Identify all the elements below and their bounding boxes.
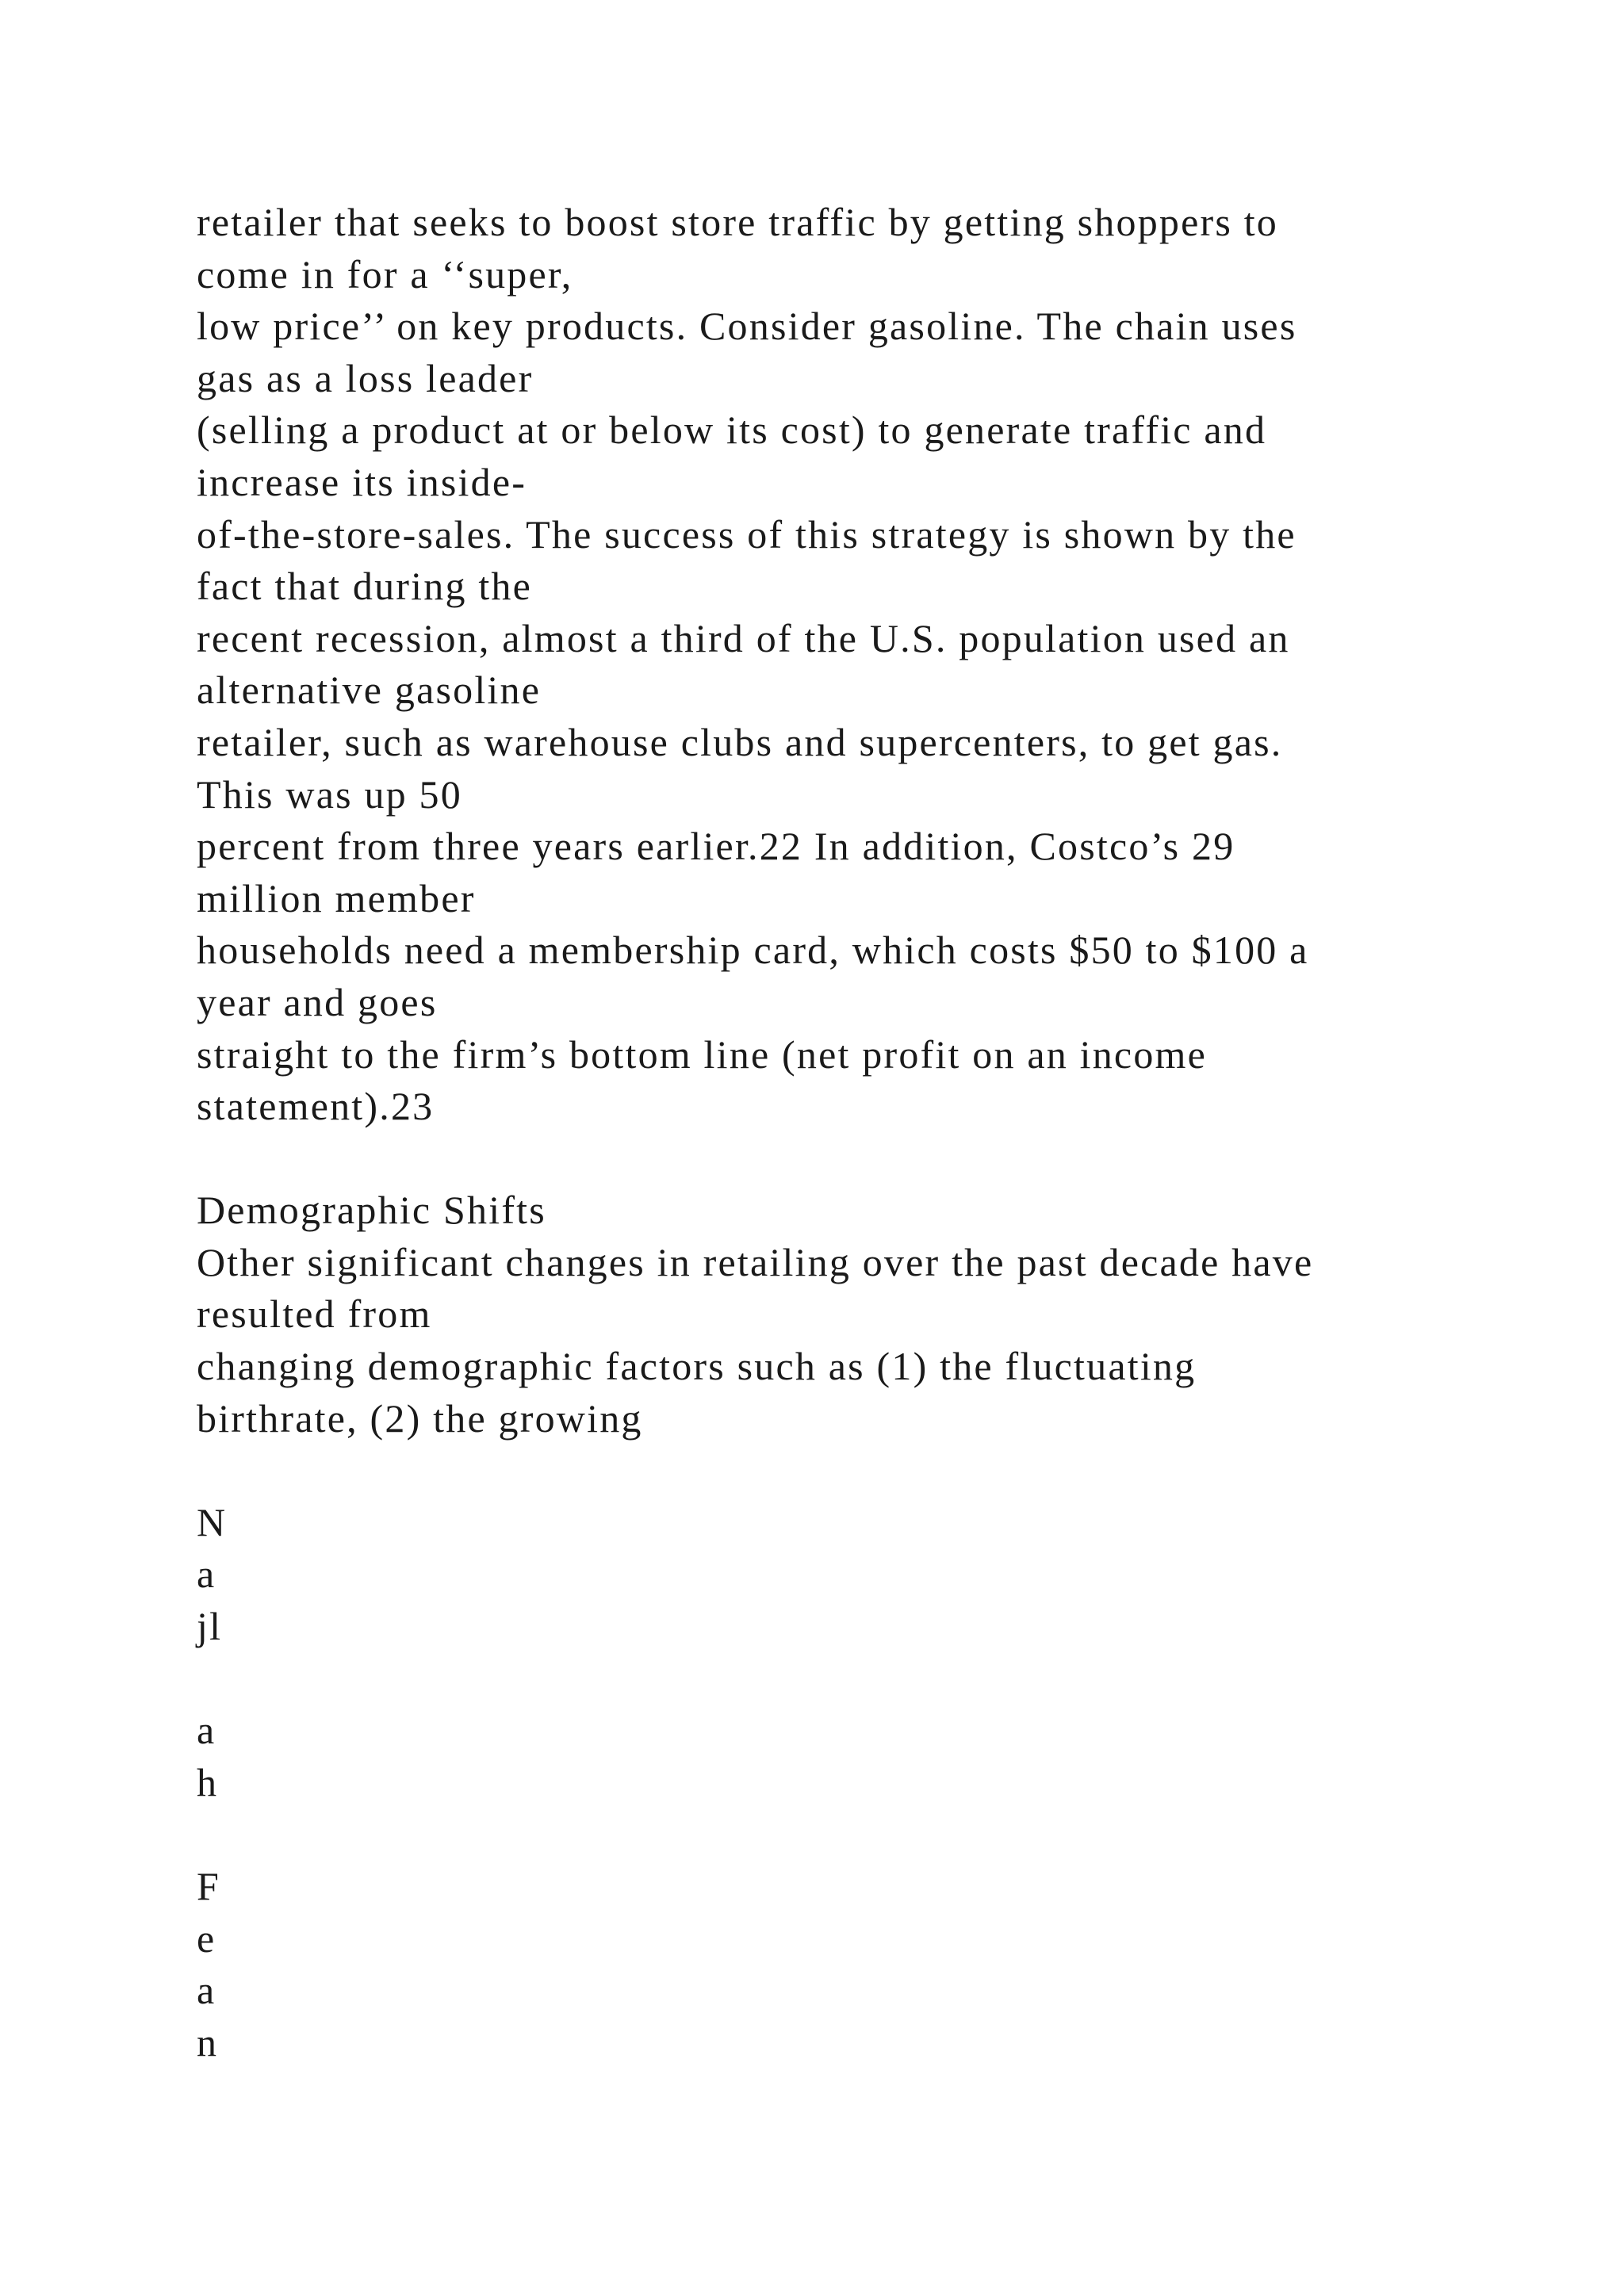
- fragment-line: h: [197, 1759, 219, 1804]
- text-line: of-the-store-sales. The success of this strategy is shown by the: [197, 511, 1297, 557]
- text-line: straight to the firm’s bottom line (net profit on an income: [197, 1031, 1208, 1077]
- text-line: recent recession, almost a third of the U.S. population used an: [197, 615, 1290, 660]
- fragment-line: e: [197, 1915, 216, 1961]
- fragment-line: jl: [197, 1604, 223, 1649]
- text-line: alternative gasoline: [197, 668, 542, 713]
- text-line: low price’’ on key products. Consider gasoline. The chain uses: [197, 304, 1297, 349]
- blank-line: [197, 1653, 1545, 1705]
- blank-line: [197, 1133, 1545, 1185]
- section-heading: Demographic Shifts: [197, 1188, 546, 1233]
- fragment-line: a: [197, 1708, 216, 1753]
- text-line: changing demographic factors such as (1) the fluctuating: [197, 1344, 1197, 1389]
- text-line: statement).23: [197, 1084, 435, 1129]
- fragment-line: a: [197, 1968, 216, 2013]
- text-line: gas as a loss leader: [197, 355, 534, 400]
- text-line: resulted from: [197, 1292, 432, 1337]
- text-line: Other significant changes in retailing over the past decade have: [197, 1239, 1314, 1284]
- text-line: retailer that seeks to boost store traffic by getting shoppers to: [197, 200, 1278, 244]
- text-line: increase its inside-: [197, 459, 527, 504]
- text-line: This was up 50: [197, 771, 462, 817]
- document-body: [197, 197, 1545, 2068]
- fragment-line: a: [197, 1552, 216, 1597]
- text-line: fact that during the: [197, 564, 533, 609]
- fragment-line: N: [197, 1499, 228, 1544]
- text-line: come in for a ‘‘super,: [197, 251, 573, 297]
- text-line: year and goes: [197, 979, 438, 1024]
- text-line: percent from three years earlier.22 In addition, Costco’s 29: [197, 824, 1235, 869]
- text-line: birthrate, (2) the growing: [197, 1395, 643, 1441]
- text-line: households need a membership card, which costs $50 to $100 a: [197, 928, 1309, 973]
- text-line: retailer, such as warehouse clubs and supercenters, to get gas.: [197, 719, 1283, 764]
- fragment-line: F: [197, 1864, 221, 1908]
- text-line: million member: [197, 875, 476, 920]
- blank-line: [197, 1445, 1545, 1497]
- text-line: (selling a product at or below its cost) to generate traffic and: [197, 408, 1267, 453]
- fragment-line: n: [197, 2019, 219, 2064]
- blank-line: [197, 1808, 1545, 1861]
